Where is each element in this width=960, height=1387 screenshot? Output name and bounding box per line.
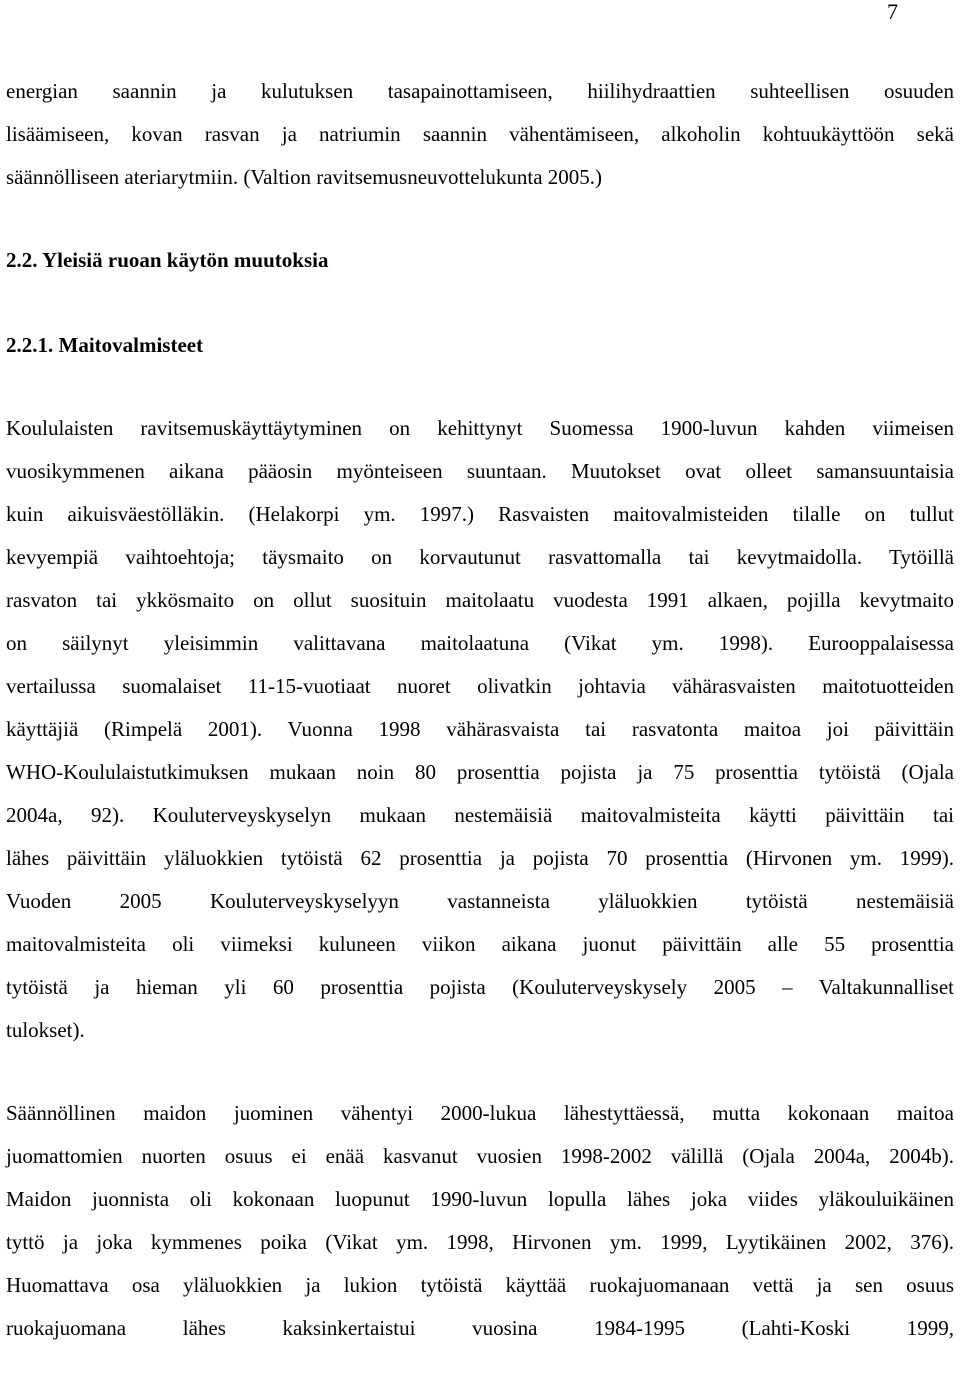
paragraph-milk-products bbox=[6, 407, 954, 1052]
text-line: tytöistä ja hieman yli 60 prosenttia pojista (Kouluterveyskysely 2005 – Valtakunnalliset bbox=[6, 975, 954, 999]
text-line: vuosikymmenen aikana pääosin myönteiseen suuntaan. Muutokset ovat olleet samansuuntaisia bbox=[6, 459, 954, 483]
text-line: maitovalmisteita oli viimeksi kuluneen viikon aikana juonut päivittäin alle 55 prosenttia bbox=[6, 932, 954, 956]
section-heading: 2.2. Yleisiä ruoan käytön muutoksia bbox=[6, 248, 329, 272]
text-line: Vuoden 2005 Kouluterveyskyselyyn vastanneista yläluokkien tytöistä nestemäisiä bbox=[6, 889, 954, 913]
text-line: WHO-Koululaistutkimuksen mukaan noin 80 prosenttia pojista ja 75 prosenttia tytöistä (Ojala bbox=[6, 760, 954, 784]
text-line: Huomattava osa yläluokkien ja lukion tytöistä käyttää ruokajuomanaan vettä ja sen osuus bbox=[6, 1273, 954, 1297]
text-line: lähes päivittäin yläluokkien tytöistä 62 prosenttia ja pojista 70 prosenttia (Hirvonen ym. 1999). bbox=[6, 846, 954, 870]
text-line: tulokset). bbox=[6, 1018, 85, 1042]
text-line: Koululaisten ravitsemuskäyttäytyminen on kehittynyt Suomessa 1900-luvun kahden viimeisen bbox=[6, 416, 954, 440]
text-line: Säännöllinen maidon juominen vähentyi 2000-lukua lähestyttäessä, mutta kokonaan maitoa bbox=[6, 1101, 954, 1125]
subsection-heading: 2.2.1. Maitovalmisteet bbox=[6, 333, 204, 357]
page-number: 7 bbox=[887, 0, 898, 24]
text-line: Maidon juonnista oli kokonaan luopunut 1990-luvun lopulla lähes joka viides yläkouluikäinen bbox=[6, 1187, 954, 1211]
text-line: 2004a, 92). Kouluterveyskyselyn mukaan nestemäisiä maitovalmisteita käytti päivittäin tai bbox=[6, 803, 954, 827]
text-line: on säilynyt yleisimmin valittavana maitolaatuna (Vikat ym. 1998). Eurooppalaisessa bbox=[6, 631, 954, 655]
text-line: juomattomien nuorten osuus ei enää kasvanut vuosien 1998-2002 välillä (Ojala 2004a, 2004b). bbox=[6, 1144, 954, 1168]
intro-paragraph bbox=[6, 70, 954, 199]
text-line: kuin aikuisväestölläkin. (Helakorpi ym. 1997.) Rasvaisten maitovalmisteiden tilalle on tullut bbox=[6, 502, 954, 526]
text-line: kevyempiä vaihtoehtoja; täysmaito on korvautunut rasvattomalla tai kevytmaidolla. Tytöillä bbox=[6, 545, 954, 569]
text-line: käyttäjiä (Rimpelä 2001). Vuonna 1998 vähärasvaista tai rasvatonta maitoa joi päivittäin bbox=[6, 717, 954, 741]
text-line: lisäämiseen, kovan rasvan ja natriumin saannin vähentämiseen, alkoholin kohtuukäyttöön sekä bbox=[6, 122, 954, 146]
document-body bbox=[6, 70, 954, 1350]
text-line: ruokajuomana lähes kaksinkertaistui vuosina 1984-1995 (Lahti-Koski 1999, bbox=[6, 1316, 954, 1340]
paragraph-milk-drinking bbox=[6, 1092, 954, 1350]
text-line: tyttö ja joka kymmenes poika (Vikat ym. 1998, Hirvonen ym. 1999, Lyytikäinen 2002, 376). bbox=[6, 1230, 954, 1254]
text-line: säännölliseen ateriarytmiin. (Valtion ravitsemusneuvottelukunta 2005.) bbox=[6, 165, 603, 189]
text-line: vertailussa suomalaiset 11-15-vuotiaat nuoret olivatkin johtavia vähärasvaisten maitotuotteiden bbox=[6, 674, 954, 698]
text-line: energian saannin ja kulutuksen tasapainottamiseen, hiilihydraattien suhteellisen osuuden bbox=[6, 79, 954, 103]
text-line: rasvaton tai ykkösmaito on ollut suosituin maitolaatu vuodesta 1991 alkaen, pojilla kevytmaito bbox=[6, 588, 954, 612]
